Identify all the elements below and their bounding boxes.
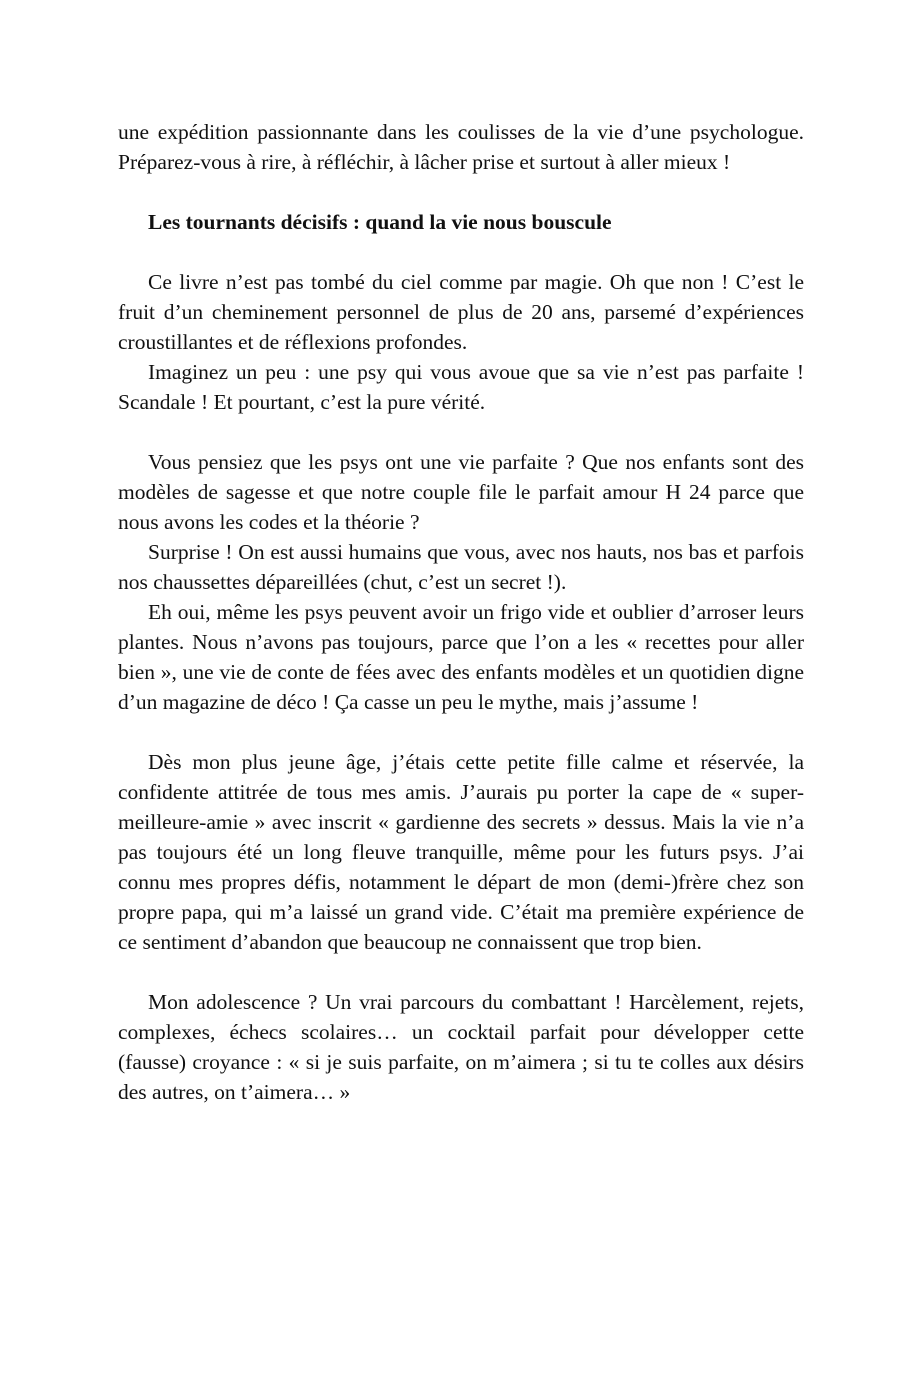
paragraph: Mon adolescence ? Un vrai parcours du combattant ! Harcèlement, rejets, complexes, échecs scolaires… un cocktail parfait pour développer cette (fausse) croyance : « si je suis parfaite, on m’aimera ; si tu te colles aux désirs des autres, on t’aimera… » bbox=[118, 990, 804, 1104]
paragraph: Vous pensiez que les psys ont une vie parfaite ? Que nos enfants sont des modèles de sagesse et que notre couple file le parfait amour H 24 parce que nous avons les codes et la théorie ? bbox=[118, 450, 804, 534]
paragraph: Dès mon plus jeune âge, j’étais cette petite fille calme et réservée, la confidente attitrée de tous mes amis. J’aurais pu porter la cape de « super-meilleure-amie » avec inscrit « gardienne des secrets » dessus. Mais la vie n’a pas toujours été un long fleuve tranquille, même pour les futurs psys. J’ai connu mes propres défis, notamment le départ de mon (demi-)frère chez son propre papa, qui m’a laissé un grand vide. C’était ma première expérience de ce sentiment d’abandon que beaucoup ne connaissent que trop bien. bbox=[118, 750, 804, 954]
section-heading: Les tournants décisifs : quand la vie nous bouscule bbox=[148, 210, 612, 234]
paragraph: Surprise ! On est aussi humains que vous, avec nos hauts, nos bas et parfois nos chaussettes dépareillées (chut, c’est un secret !). bbox=[118, 540, 804, 594]
paragraph: Imaginez un peu : une psy qui vous avoue que sa vie n’est pas parfaite ! Scandale ! Et pourtant, c’est la pure vérité. bbox=[118, 360, 804, 414]
book-page bbox=[118, 117, 804, 1107]
paragraph: Ce livre n’est pas tombé du ciel comme par magie. Oh que non ! C’est le fruit d’un cheminement personnel de plus de 20 ans, parsemé d’expériences croustillantes et de réflexions profondes. bbox=[118, 270, 804, 354]
paragraph: Eh oui, même les psys peuvent avoir un frigo vide et oublier d’arroser leurs plantes. Nous n’avons pas toujours, parce que l’on a les « recettes pour aller bien », une vie de conte de fées avec des enfants modèles et un quotidien digne d’un magazine de déco ! Ça casse un peu le mythe, mais j’assume ! bbox=[118, 600, 804, 714]
paragraph-intro: une expédition passionnante dans les coulisses de la vie d’une psychologue. Préparez-vous à rire, à réfléchir, à lâcher prise et surtout à aller mieux ! bbox=[118, 120, 804, 174]
